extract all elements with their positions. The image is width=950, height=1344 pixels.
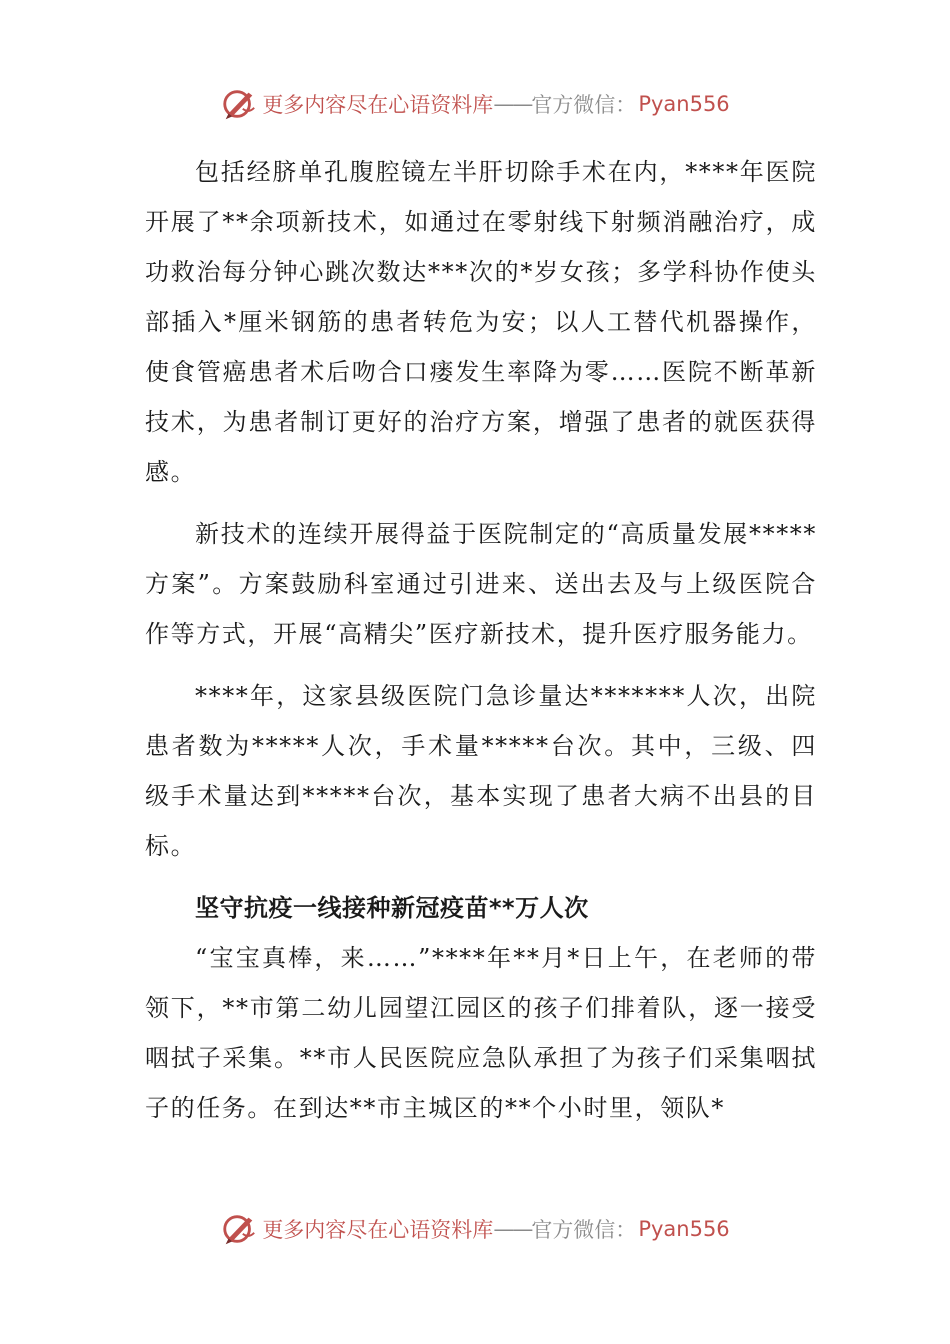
pen-logo-icon — [220, 85, 258, 123]
paragraph-development-plan: 新技术的连续开展得益于医院制定的“高质量发展*****方案”。方案鼓励科室通过引进来、送出去及与上级医院合作等方式，开展“高精尖”医疗新技术，提升医疗服务能力。 — [145, 520, 817, 648]
footer-dash: —— — [493, 1217, 532, 1241]
paragraph-new-technology: 包括经脐单孔腹腔镜左半肝切除手术在内，****年医院开展了**余项新技术，如通过在零射线下射频消融治疗，成功救治每分钟心跳次数达***次的*岁女孩；多学科协作使头部插入*厘米钢筋的患者转危为安；以人工替代机器操作，使食管癌患者术后吻合口瘘发生率降为零……医院不断革新技术，为患者制订更好的治疗方案，增强了患者的就医获得感。 — [145, 158, 817, 486]
footer-watermark — [0, 1209, 950, 1249]
header-watermark — [0, 84, 950, 124]
document-body — [145, 147, 817, 1133]
footer-wechat-handle: Pyan556 — [638, 1217, 730, 1241]
header-wechat-label: 官方微信： — [531, 93, 637, 117]
header-dash: —— — [493, 92, 532, 116]
paragraph-swab-collection: “宝宝真棒，来……”****年**月*日上午，在老师的带领下，**市第二幼儿园望江园区的孩子们排着队，逐一接受咽拭子采集。**市人民医院应急队承担了为孩子们采集咽拭子的任务。在到达**市主城区的**个小时里，领队* — [145, 944, 817, 1122]
pen-logo-icon — [220, 1210, 258, 1248]
footer-brand-text: 更多内容尽在心语资料库 — [262, 1218, 494, 1242]
footer-wechat-label: 官方微信： — [531, 1218, 637, 1242]
section-heading: 坚守抗疫一线接种新冠疫苗**万人次 — [195, 894, 589, 922]
paragraph-hospital-statistics: ****年，这家县级医院门急诊量达*******人次，出院患者数为*****人次，手术量*****台次。其中，三级、四级手术量达到*****台次，基本实现了患者大病不出县的目标。 — [145, 682, 817, 860]
header-wechat-handle: Pyan556 — [638, 92, 730, 116]
header-brand-text: 更多内容尽在心语资料库 — [262, 93, 494, 117]
